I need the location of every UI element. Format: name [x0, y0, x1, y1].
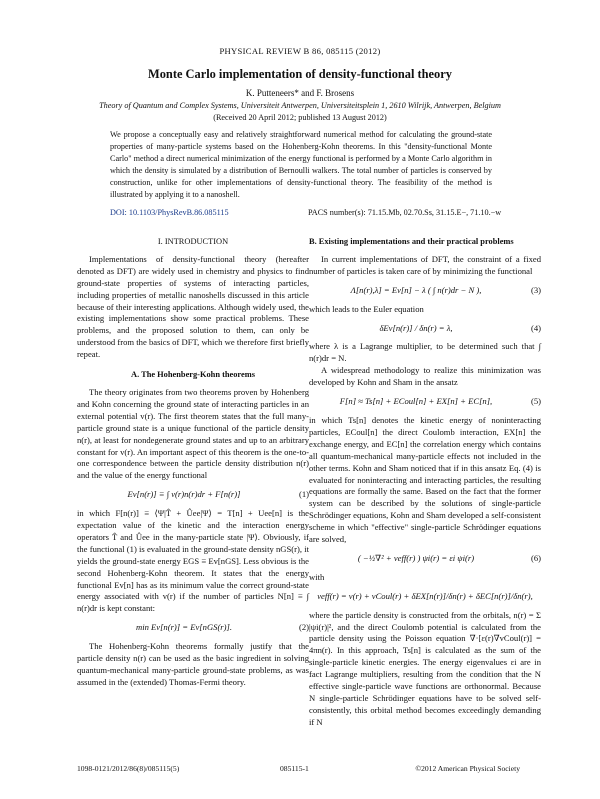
- equation-6-number[interactable]: (6): [530, 552, 541, 563]
- after-eq2-paragraph: The Hohenberg-Kohn theorems formally justify that the particle density n(r) can be used as the basic ingredient in solving quantum-mechanical many-particle ground-state problems, as was assumed in the (extended) Thomas-Fermi theory.: [77, 641, 309, 687]
- equation-5-number[interactable]: (5): [530, 396, 541, 407]
- after-eq7-paragraph: where the particle density is constructed from the orbitals, n(r) = Σ |ψi(r)|², and the direct Coulomb potential is calculated from the particle density using the Poisson equation ∇·[ε(r)∇vCoul(r)] = 4πn(r). In this approach, Ts[n] is calculated as the sum of the single-particle kinetic energies. The energy eigenvalues εi are in fact Lagrange multipliers, resulting from the condition that the N effective single-particle wave functions are orthonormal. Because N single-particle Schrödinger equations have to be solved self-consistently, this orbital method becomes exceedingly demanding if N: [309, 609, 541, 727]
- left-column: [77, 230, 309, 689]
- equation-7: [309, 591, 541, 603]
- equation-2-expression: min Ev[n(r)] = Ev[nGS(r)].: [135, 622, 233, 633]
- equation-3-expression: Λ[n(r),λ] = Ev[n] − λ ( ∫ n(r)dr − N ),: [350, 284, 482, 295]
- equation-6-expression: ( −½∇² + veff(r) ) ψi(r) = εi ψi(r): [357, 552, 475, 563]
- footer-issn: 1098-0121/2012/86(8)/085115(5): [77, 764, 180, 773]
- after-eq3-text: which leads to the Euler equation: [309, 303, 424, 314]
- affiliation: Theory of Quantum and Complex Systems, Universiteit Antwerpen, Universiteitsplein 1, 2610 Wilrijk, Antwerpen, Belgium: [99, 101, 501, 110]
- intro-paragraph: Implementations of density-functional theory (hereafter denoted as DFT) are widely used in chemistry and physics to find ground-state properties of systems of interacting particles, including properties of metallic nanoshells discussed in this article because of their interesting applications. Although widely used, the existing implementations show some practical problems. These problems, and the proposed solution to them, can only be understood from the basics of DFT, which we therefore first briefly repeat.: [77, 253, 309, 360]
- equation-1-number[interactable]: (1): [298, 489, 309, 500]
- equation-5-expression: F[n] ≈ Ts[n] + ECoul[n] + EX[n] + EC[n],: [339, 396, 493, 407]
- footer-copyright: ©2012 American Physical Society: [415, 764, 520, 773]
- b-paragraph: In current implementations of DFT, the constraint of a fixed number of particles is taken care of by minimizing the functional: [309, 253, 541, 276]
- equation-7-expression: veff(r) = v(r) + vCoul(r) + δEX[n(r)]/δn(r) + δEC[n(r)]/δn(r),: [317, 590, 533, 601]
- subsection-heading-hk: A. The Hohenberg-Kohn theorems: [131, 370, 255, 380]
- section-heading-introduction: I. INTRODUCTION: [157, 237, 229, 246]
- equation-6: [309, 553, 541, 565]
- equation-4-number[interactable]: (4): [530, 322, 541, 333]
- ks-paragraph: A widespread methodology to realize this minimization was developed by Kohn and Sham in the ansatz: [309, 365, 541, 388]
- equation-2: [77, 622, 309, 634]
- abstract: We propose a conceptually easy and relatively straightforward numerical method for calculating the ground-state properties of many-particle systems based on the Hohenberg-Kohn theorems. In this "density-functional Monte Carlo" method a direct numerical minimization of the energy functional is performed by a Monte Carlo algorithm in which the density is simulated by a distribution of Bernoulli walkers. The total number of particles is conserved by construction, unlike for other implementations of density-functional theory. The feasibility of the method is illustrated by applying it to a nanoshell.: [110, 130, 492, 199]
- pacs-numbers: PACS number(s): 71.15.Mb, 02.70.Ss, 31.15.E−, 71.10.−w: [308, 208, 502, 217]
- equation-4: [309, 323, 541, 335]
- right-column: [309, 230, 541, 729]
- paper-title: Monte Carlo implementation of density-functional theory: [148, 67, 452, 81]
- subsection-heading-implementations: B. Existing implementations and their practical problems: [309, 237, 514, 246]
- equation-1-expression: Ev[n(r)] ≡ ∫ v(r)n(r)dr + F[n(r)]: [127, 489, 241, 500]
- equation-3: [309, 285, 541, 297]
- doi-link[interactable]: DOI: 10.1103/PhysRevB.86.085115: [110, 208, 229, 217]
- authors[interactable]: K. Putteneers* and F. Brosens: [245, 88, 355, 98]
- received-dates: (Received 20 April 2012; published 13 August 2012): [213, 113, 387, 122]
- footer-page-number: 085115-1: [280, 764, 309, 773]
- after-eq1-paragraph: in which F[n(r)] ≡ ⟨Ψ|T̂ + Ûee|Ψ⟩ = T[n] + Uee[n] is the expectation value of the kinetic and the interaction energy operators T̂ and Ûee in the many-particle state |Ψ⟩. Obviously, if the functional (1) is evaluated in the ground-state density nGS(r), it yields the ground-state energy EGS ≡ Ev[nGS]. Less obvious is the second Hohenberg-Kohn theorem. It states that the energy functional Ev[n] has as its minimum value the correct ground-state energy associated with v(r) if the number of particles N[n] ≡ ∫ n(r)dr is kept constant:: [77, 508, 309, 614]
- after-eq5-paragraph: in which Ts[n] denotes the kinetic energy of noninteracting particles, ECoul[n] the direct Coulomb interaction, EX[n] the exchange energy, and EC[n] the correlation energy which contains all quantum-mechanical many-particle effects not included in the other terms. Kohn and Sham noticed that if in this ansatz Eq. (4) is evaluated for noninteracting and interacting particles, the resulting equations are formally the same. Based on the fact that the former system can be described by the solutions of single-particle Schrödinger equations, Kohn and Sham developed a self-consistent scheme in which "effective" single-particle Schrödinger equations are solved,: [309, 414, 541, 545]
- equation-1: [77, 489, 309, 501]
- hk-paragraph: The theory originates from two theorems proven by Hohenberg and Kohn concerning the ground state of interacting particles in an external potential v(r). The first theorem states that the full many-particle ground state is a unique functional of the particle density n(r), at least for nondegenerate ground states and up to an arbitrary constant for v(r). An important aspect of this theorem is the one-to-one correspondence between the particle density distribution n(r) and the value of the energy functional: [77, 386, 309, 481]
- equation-4-expression: δEv[n(r)] / δn(r) = λ,: [379, 322, 453, 333]
- equation-5: [309, 396, 541, 408]
- equation-3-number[interactable]: (3): [530, 284, 541, 295]
- journal-header: PHYSICAL REVIEW B 86, 085115 (2012): [219, 46, 381, 56]
- equation-2-number[interactable]: (2): [298, 622, 309, 633]
- after-eq4-text: where λ is a Lagrange multiplier, to be determined such that ∫ n(r)dr = N.: [309, 341, 541, 364]
- with-text: with: [309, 571, 325, 582]
